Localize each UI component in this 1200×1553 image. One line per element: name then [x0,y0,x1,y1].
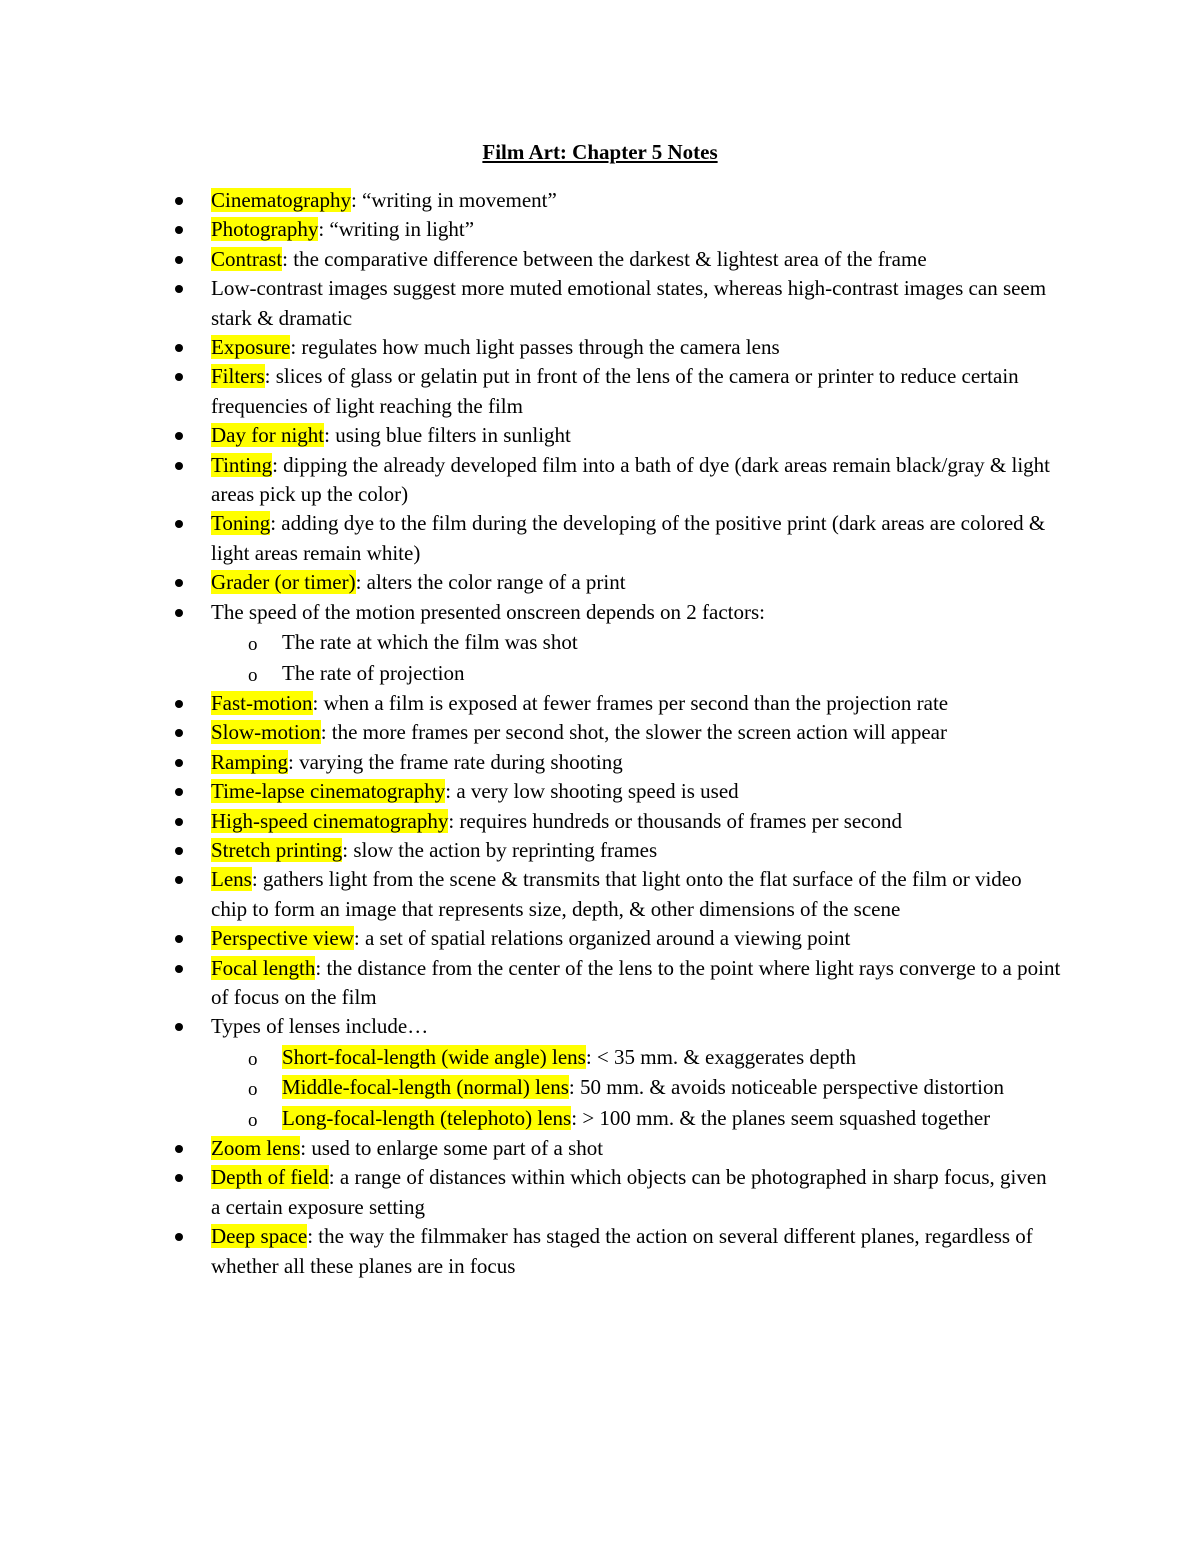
definition-text: : slow the action by reprinting frames [342,837,658,862]
bullet-icon [175,344,183,352]
term-highlight: Deep space [211,1224,308,1249]
bullet-icon [175,197,183,205]
term-highlight: High-speed cinematography [211,808,449,833]
bullet-icon [175,1023,183,1031]
sub-bullet-icon: o [248,1048,258,1070]
note-item-low-contrast [0,274,1061,333]
bullet-icon [175,759,183,767]
term-highlight: Depth of field [211,1165,329,1190]
bullet-icon [175,520,183,528]
note-text: The rate of projection [282,660,465,685]
term-highlight: Toning [211,511,271,536]
note-item-photography [0,215,1061,244]
bullet-icon [175,373,183,381]
bullet-icon [175,1233,183,1241]
note-item-deep-space [0,1222,1061,1281]
note-text: The speed of the motion presented onscreen depends on 2 factors: [211,599,765,624]
definition-text: : the comparative difference between the darkest & lightest area of the frame [282,246,927,271]
bullet-icon [175,700,183,708]
note-item-day-for-night [0,421,1061,450]
note-item-ramping [0,748,1061,777]
definition-text: : > 100 mm. & the planes seem squashed together [571,1105,991,1130]
note-item-tinting [0,451,1061,510]
definition-text: : < 35 mm. & exaggerates depth [585,1044,857,1069]
note-item-exposure [0,333,1061,362]
definition-text: : slices of glass or gelatin put in front of the lens of the camera or printer to reduce certain frequencies of light reaching the film [211,364,1019,418]
definition-text: : using blue filters in sunlight [324,423,571,448]
term-highlight: Contrast [211,246,283,271]
definition-text: : when a film is exposed at fewer frames per second than the projection rate [312,690,949,715]
sub-item-projection-rate [0,659,1061,688]
term-highlight: Ramping [211,749,288,774]
sub-item-short-focal [0,1043,1061,1072]
term-highlight: Perspective view [211,926,354,951]
definition-text: : varying the frame rate during shooting [288,749,623,774]
term-highlight: Slow-motion [211,720,321,745]
term-highlight: Middle-focal-length (normal) lens [282,1075,569,1100]
bullet-icon [175,462,183,470]
note-item-focal-length [0,954,1061,1013]
note-item-toning [0,509,1061,568]
bullet-icon [175,935,183,943]
bullet-icon [175,579,183,587]
bullet-icon [175,609,183,617]
term-highlight: Time-lapse cinematography [211,779,446,804]
note-item-cinematography [0,186,1061,215]
note-item-contrast [0,245,1061,274]
definition-text: : a range of distances within which objects can be photographed in sharp focus, given a certain exposure setting [211,1165,1047,1219]
note-item-grader [0,568,1061,597]
note-item-time-lapse [0,777,1061,806]
sub-item-middle-focal [0,1073,1061,1102]
bullet-icon [175,226,183,234]
definition-text: : the distance from the center of the lens to the point where light rays converge to a point of focus on the film [211,955,1061,1009]
bullet-icon [175,729,183,737]
bullet-icon [175,1145,183,1153]
note-item-zoom-lens [0,1134,1061,1163]
sub-bullet-icon: o [248,1079,258,1101]
note-item-perspective-view [0,924,1061,953]
term-highlight: Grader (or timer) [211,570,356,595]
bullet-icon [175,965,183,973]
note-text: The rate at which the film was shot [282,630,578,655]
bullet-icon [175,285,183,293]
term-highlight: Exposure [211,335,291,360]
bullet-icon [175,847,183,855]
bullet-icon [175,818,183,826]
term-highlight: Lens [211,867,252,892]
definition-text: : adding dye to the film during the developing of the positive print (dark areas are colored & light areas remain white) [211,511,1046,565]
note-item-motion-speed [0,598,1061,627]
note-item-depth-of-field [0,1163,1061,1222]
term-highlight: Zoom lens [211,1136,301,1160]
page-title: Film Art: Chapter 5 Notes [482,140,718,164]
definition-text: : “writing in movement” [350,188,557,212]
definition-text: : requires hundreds or thousands of frames per second [448,808,903,833]
term-highlight: Filters [211,364,265,389]
sub-bullet-icon: o [248,1109,258,1131]
sub-bullet-icon: o [248,664,258,686]
term-highlight: Focal length [211,955,316,980]
definition-text: : alters the color range of a print [355,570,626,595]
term-highlight: Photography [211,217,319,242]
note-item-high-speed [0,807,1061,836]
note-item-fast-motion [0,689,1061,718]
definition-text: : gathers light from the scene & transmits that light onto the flat surface of the film or video chip to form an image that represents size, depth, & other dimensions of the scene [211,867,1022,921]
sub-item-long-focal [0,1104,1061,1133]
definition-text: : regulates how much light passes through the camera lens [290,335,780,360]
note-item-filters [0,362,1061,421]
note-item-slow-motion [0,718,1061,747]
term-highlight: Long-focal-length (telephoto) lens [282,1105,572,1130]
definition-text: : dipping the already developed film into a bath of dye (dark areas remain black/gray & light areas pick up the color) [211,452,1050,507]
definition-text: : a set of spatial relations organized around a viewing point [353,926,851,951]
definition-text: : 50 mm. & avoids noticeable perspective distortion [568,1075,1004,1100]
note-text: Low-contrast images suggest more muted emotional states, whereas high-contrast images can seem stark & dramatic [211,276,1047,330]
definition-text: : a very low shooting speed is used [445,779,739,804]
term-highlight: Cinematography [211,188,351,212]
term-highlight: Stretch printing [211,837,343,862]
term-highlight: Day for night [211,423,325,448]
bullet-icon [175,432,183,440]
definition-text: : “writing in light” [318,217,475,242]
sub-item-shoot-rate [0,628,1061,657]
term-highlight: Fast-motion [211,690,313,715]
note-item-lens-types [0,1012,1061,1041]
sub-bullet-icon: o [248,634,258,656]
note-item-lens [0,865,1061,924]
term-highlight: Tinting [211,452,273,477]
note-item-stretch-printing [0,836,1061,865]
note-text: Types of lenses include… [211,1014,429,1039]
notes-list [0,186,1200,1281]
bullet-icon [175,876,183,884]
definition-text: : the more frames per second shot, the slower the screen action will appear [320,720,947,745]
bullet-icon [175,788,183,796]
bullet-icon [175,256,183,264]
bullet-icon [175,1174,183,1182]
definition-text: : the way the filmmaker has staged the action on several different planes, regardless of whether all these planes are in focus [211,1224,1033,1278]
definition-text: : used to enlarge some part of a shot [300,1136,604,1160]
term-highlight: Short-focal-length (wide angle) lens [282,1044,586,1069]
